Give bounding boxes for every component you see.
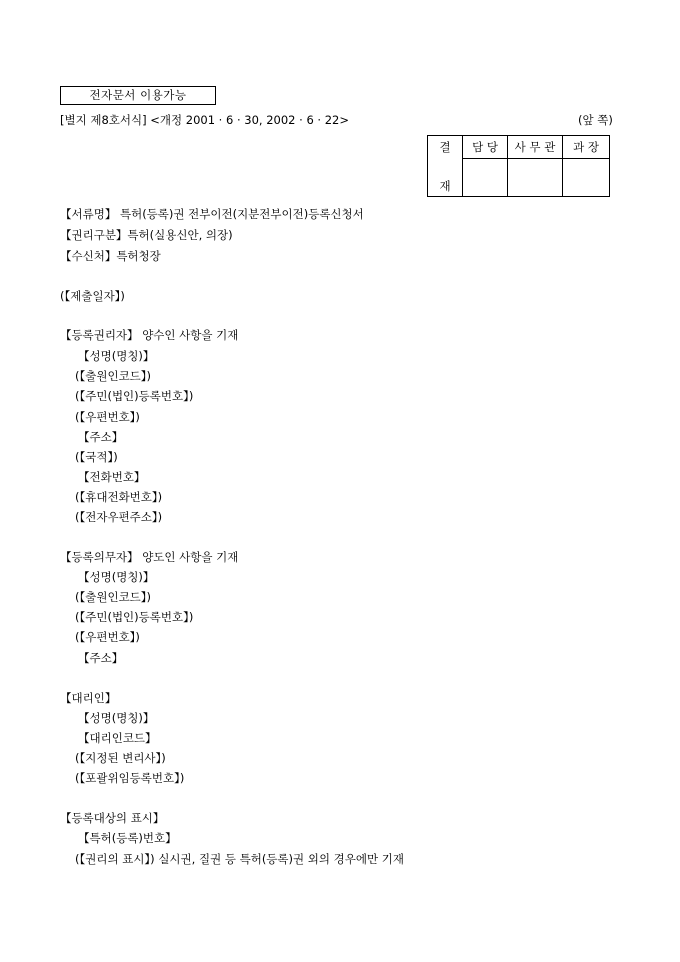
approval-col-staff: 담 당	[463, 136, 508, 159]
rightholder-field: (【전자우편주소】)	[75, 510, 163, 524]
right-type: 【권리구분】특허(실용신안, 의장)	[60, 228, 233, 242]
rightholder-field: (【출원인코드】)	[75, 369, 152, 383]
obligor-field: (【출원인코드】)	[75, 590, 152, 604]
target-field: (【권리의 표시】) 실시권, 질권 등 특허(등록)권 외의 경우에만 기재	[75, 852, 404, 866]
approval-col-officer: 사 무 관	[508, 136, 563, 159]
agent-title: 【대리인】	[60, 691, 117, 705]
approval-col-director: 과 장	[563, 136, 610, 159]
approval-table	[427, 135, 610, 197]
rightholder-title: 【등록권리자】 양수인 사항을 기재	[60, 328, 239, 342]
form-title: [별지 제8호서식] <개정 2001 · 6 · 30, 2002 · 6 · 22>	[60, 113, 350, 127]
rightholder-field: (【휴대전화번호】)	[75, 490, 163, 504]
agent-field: 【대리인코드】	[78, 731, 157, 745]
submit-date: (【제출일자】)	[60, 289, 125, 303]
approval-label-bottom: 재	[428, 159, 463, 197]
approval-sign-staff	[463, 159, 508, 197]
rightholder-field: (【주민(법인)등록번호】)	[75, 389, 194, 403]
target-field: 【특허(등록)번호】	[78, 831, 177, 845]
agent-field: (【포괄위임등록번호】)	[75, 771, 185, 785]
doc-name: 【서류명】 특허(등록)권 전부이전(지분전부이전)등록신청서	[60, 207, 364, 221]
agent-field: (【지정된 변리사】)	[75, 751, 166, 765]
obligor-field: 【성명(명칭)】	[78, 570, 155, 584]
obligor-field: (【주민(법인)등록번호】)	[75, 610, 194, 624]
rightholder-field: 【주소】	[78, 430, 124, 444]
target-title: 【등록대상의 표시】	[60, 811, 165, 825]
rightholder-field: 【성명(명칭)】	[78, 349, 155, 363]
recipient: 【수신처】특허청장	[60, 249, 161, 263]
obligor-title: 【등록의무자】 양도인 사항을 기재	[60, 550, 239, 564]
rightholder-field: (【국적】)	[75, 450, 118, 464]
electronic-document-label: 전자문서 이용가능	[60, 86, 216, 105]
page-side-label: (앞 쪽)	[578, 113, 613, 127]
agent-field: 【성명(명칭)】	[78, 711, 155, 725]
obligor-field: (【우편번호】)	[75, 630, 140, 644]
approval-sign-director	[563, 159, 610, 197]
approval-sign-officer	[508, 159, 563, 197]
approval-label-top: 결	[428, 136, 463, 159]
rightholder-field: (【우편번호】)	[75, 410, 140, 424]
rightholder-field: 【전화번호】	[78, 470, 146, 484]
obligor-field: 【주소】	[78, 651, 124, 665]
